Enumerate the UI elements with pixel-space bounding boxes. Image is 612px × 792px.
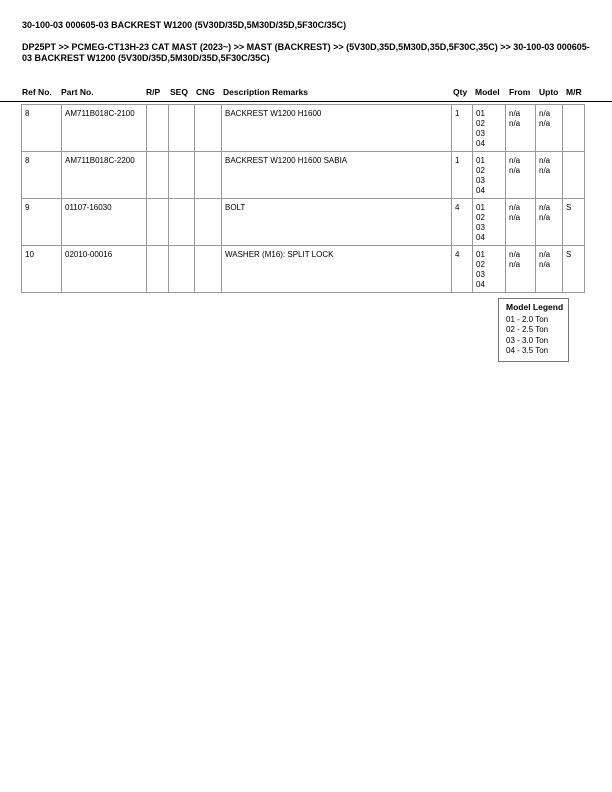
description-cell: BACKREST W1200 H1600 [222, 105, 452, 152]
model-value: 02 [476, 166, 485, 175]
mr-cell [563, 105, 585, 152]
from-value: n/a [509, 119, 521, 128]
model-legend [498, 298, 569, 362]
model-legend-item: 02 - 2.5 Ton [506, 325, 549, 334]
seq-cell [169, 152, 195, 199]
part-no-cell: 02010-00016 [62, 246, 147, 293]
model-value: 02 [476, 119, 485, 128]
model-legend-item: 03 - 3.0 Ton [506, 335, 549, 345]
document-title: 30-100-03 000605-03 BACKREST W1200 (5V30D/35D,5M30D/35D,5F30C/35C) [22, 20, 347, 30]
upto-cell [536, 246, 563, 293]
rp-cell [147, 199, 169, 246]
table-row [22, 152, 585, 199]
upto-value: n/a [539, 260, 551, 269]
model-value: 04 [476, 233, 485, 242]
ref-no-cell: 8 [22, 105, 62, 152]
model-legend-title: Model Legend [506, 302, 564, 312]
parts-table [21, 104, 585, 293]
seq-cell [169, 199, 195, 246]
ref-no-cell: 9 [22, 199, 62, 246]
model-value: 04 [476, 139, 485, 148]
model-cell [473, 246, 506, 293]
cng-cell [195, 105, 222, 152]
from-cell [506, 199, 536, 246]
qty-cell: 1 [452, 152, 473, 199]
description-cell: BACKREST W1200 H1600 SABIA [222, 152, 452, 199]
from-cell [506, 152, 536, 199]
ref-no-cell: 10 [22, 246, 62, 293]
model-legend-item: 01 - 2.0 Ton [506, 314, 549, 324]
model-cell [473, 199, 506, 246]
header-upto: Upto [539, 87, 559, 97]
rp-cell [147, 105, 169, 152]
part-no-cell: AM711B018C-2200 [62, 152, 147, 199]
upto-value: n/a [539, 109, 551, 118]
model-value: 03 [476, 223, 485, 232]
table-row [22, 105, 585, 152]
upto-cell [536, 199, 563, 246]
model-cell [473, 152, 506, 199]
seq-cell [169, 105, 195, 152]
from-value: n/a [509, 203, 521, 212]
description-cell: WASHER (M16): SPLIT LOCK [222, 246, 452, 293]
model-value: 01 [476, 203, 485, 212]
part-no-cell: AM711B018C-2100 [62, 105, 147, 152]
upto-value: n/a [539, 250, 551, 259]
model-value: 04 [476, 186, 485, 195]
ref-no-cell: 8 [22, 152, 62, 199]
seq-cell [169, 246, 195, 293]
upto-value: n/a [539, 156, 551, 165]
description-cell: BOLT [222, 199, 452, 246]
qty-cell: 4 [452, 246, 473, 293]
table-row [22, 199, 585, 246]
qty-cell: 1 [452, 105, 473, 152]
header-model: Model [475, 87, 500, 97]
header-part-no: Part No. [61, 87, 94, 97]
model-value: 02 [476, 260, 485, 269]
breadcrumb: DP25PT >> PCMEG-CT13H-23 CAT MAST (2023~) >> MAST (BACKREST) >> (5V30D,35D,5M30D,35D,5F30C,35C) >> 30-100-03 000605-03 BACKREST W1200 (5V30D/35D,5M30D/35D,5F30C/35C) [22, 42, 590, 63]
rp-cell [147, 152, 169, 199]
header-mr: M/R [566, 87, 582, 97]
from-value: n/a [509, 156, 521, 165]
mr-cell [563, 152, 585, 199]
model-value: 03 [476, 129, 485, 138]
upto-value: n/a [539, 213, 551, 222]
from-value: n/a [509, 166, 521, 175]
header-divider [0, 101, 612, 102]
cng-cell [195, 152, 222, 199]
from-value: n/a [509, 250, 521, 259]
mr-cell: S [563, 199, 585, 246]
qty-cell: 4 [452, 199, 473, 246]
header-qty: Qty [453, 87, 468, 97]
model-value: 03 [476, 270, 485, 279]
rp-cell [147, 246, 169, 293]
header-cng: CNG [196, 87, 215, 97]
parts-table-body [22, 105, 585, 293]
header-description: Description Remarks [223, 87, 309, 97]
header-rp: R/P [146, 87, 161, 97]
from-value: n/a [509, 213, 521, 222]
upto-value: n/a [539, 119, 551, 128]
from-value: n/a [509, 260, 521, 269]
model-value: 02 [476, 213, 485, 222]
from-cell [506, 246, 536, 293]
model-value: 03 [476, 176, 485, 185]
cng-cell [195, 199, 222, 246]
from-cell [506, 105, 536, 152]
header-from: From [509, 87, 531, 97]
upto-value: n/a [539, 166, 551, 175]
header-seq: SEQ [170, 87, 188, 97]
from-value: n/a [509, 109, 521, 118]
upto-value: n/a [539, 203, 551, 212]
model-value: 01 [476, 250, 485, 259]
model-value: 01 [476, 156, 485, 165]
upto-cell [536, 152, 563, 199]
table-row [22, 246, 585, 293]
part-no-cell: 01107-16030 [62, 199, 147, 246]
header-ref-no: Ref No. [22, 87, 52, 97]
model-cell [473, 105, 506, 152]
cng-cell [195, 246, 222, 293]
model-value: 01 [476, 109, 485, 118]
model-legend-item: 04 - 3.5 Ton [506, 346, 549, 355]
mr-cell: S [563, 246, 585, 293]
model-value: 04 [476, 280, 485, 289]
upto-cell [536, 105, 563, 152]
